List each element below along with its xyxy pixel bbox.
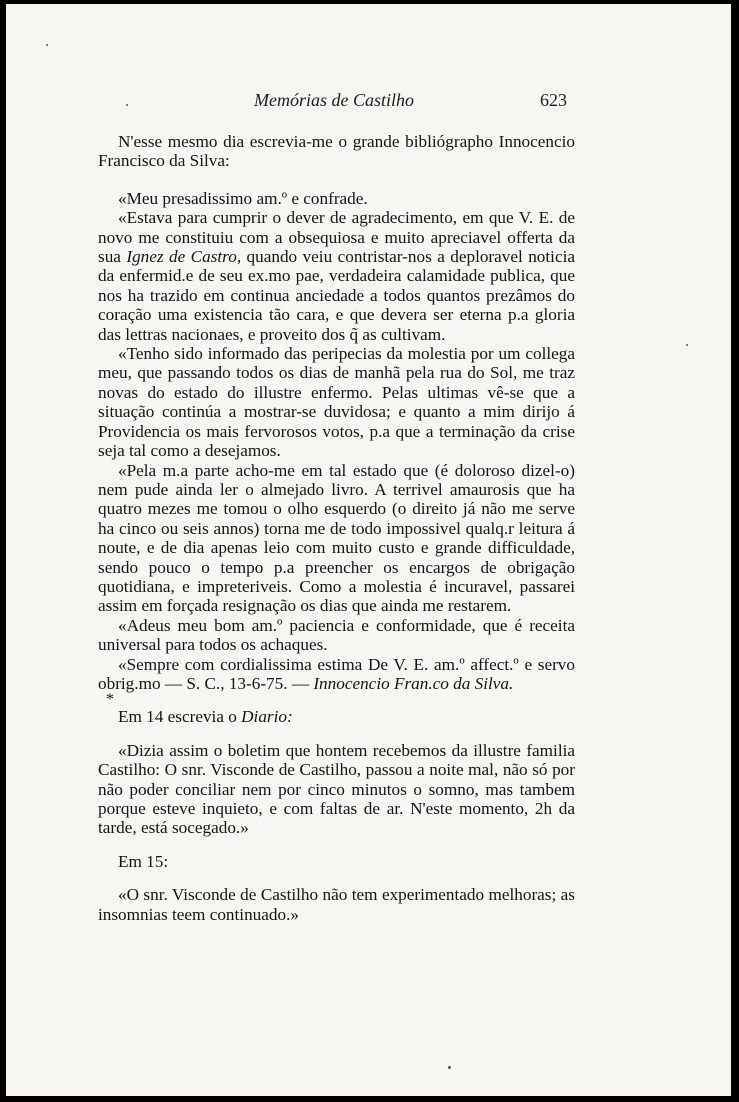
body-text [98,132,575,924]
letter-paragraph-3: «Pela m.a parte acho-me em tal estado que (é doloroso dizel-o) nem pude ainda ler o almejado livro. A terrivel amaurosis que ha quatro mezes me tomou o olho esquerdo (o direito já não me serve ha cinco ou seis annos) torna me de todo impossivel qualq.r leitura á noute, e de dia apenas leio com muito custo e grande difficuldade, sendo pouco o tempo p.a preencher os encargos de obrigação quotidiana, e impreteriveis. Como a molestia é incuravel, passarei assim em forçada resignação os dias que ainda me restarem. [98,460,575,616]
section-separator: * [106,691,114,709]
letter-paragraph-1-part-b: quando veiu contristar-nos a deploravel noticia da enfermid.e de seu ex.mo pae, verdadeira calamidade publica, que nos ha trazido em continua anciedade a todos quantos prezâmos do coração uma existencia tão cara, e que devera ser eterna p.a gloria das lettras nacionaes, e proveito dos q̃ as cultivam. [98,247,575,344]
page-header [6,90,731,116]
letter-closing [98,655,575,694]
letter-paragraph-1 [98,208,575,344]
paragraph-intro: N'esse mesmo dia escrevia-me o grande bibliógrapho Innocencio Francisco da Silva: [98,132,575,171]
letter-signature: Innocencio Fran.co da Silva. [313,673,514,693]
letter-salutation: «Meu presadissimo am.º e confrade. [118,188,368,208]
diario-quote: «Dizia assim o boletim que hontem recebemos da illustre familia Castilho: O snr. Visconde de Castilho, passou a noite mal, não só por não poder conciliar nem por cinco minutos o somno, mas tambem porque esteve inquieto, e com faltas de ar. N'este momento, 2h da tarde, está socegado.» [98,740,575,838]
diario-title: Diario: [241,707,293,727]
letter-paragraph-1-part-a: «Estava para cumprir o dever de agradecimento, em que V. E. de novo me constituiu com a obsequiosa e muito apreciavel offerta da sua [98,208,575,267]
diario-intro-text: Em 14 escrevia o [118,707,242,727]
paragraph-em-15: Em 15: [118,851,169,871]
book-page [6,4,731,1096]
letter-closing-text: «Sempre com cordialissima estima De V. E. am.º affect.º e servo obrig.mo — S. C., 13-6-75. — [98,654,575,693]
book-title: Ignez de Castro, [126,247,242,267]
paragraph-diario-intro [98,707,575,726]
letter-paragraph-2: «Tenho sido informado das peripecias da molestia por um collega meu, que passando todos os dias de manhã pela rua do Sol, me traz novas do estado do illustre enfermo. Pelas ultimas vê-se que a situação continúa a mostrar-se duvidosa; e quanto a mim dirijo á Providencia os mais fervorosos votos, p.a que a terminação da crise seja tal como a desejamos. [98,344,575,461]
running-title: Memórias de Castilho [254,90,414,110]
letter-paragraph-4: «Adeus meu bom am.º paciencia e conformidade, que é receita universal para todos os achaques. [98,615,575,655]
page-number: 623 [540,90,567,110]
bulletin-quote: «O snr. Visconde de Castilho não tem experimentado melhoras; as insomnias teem continuado.» [98,885,575,924]
